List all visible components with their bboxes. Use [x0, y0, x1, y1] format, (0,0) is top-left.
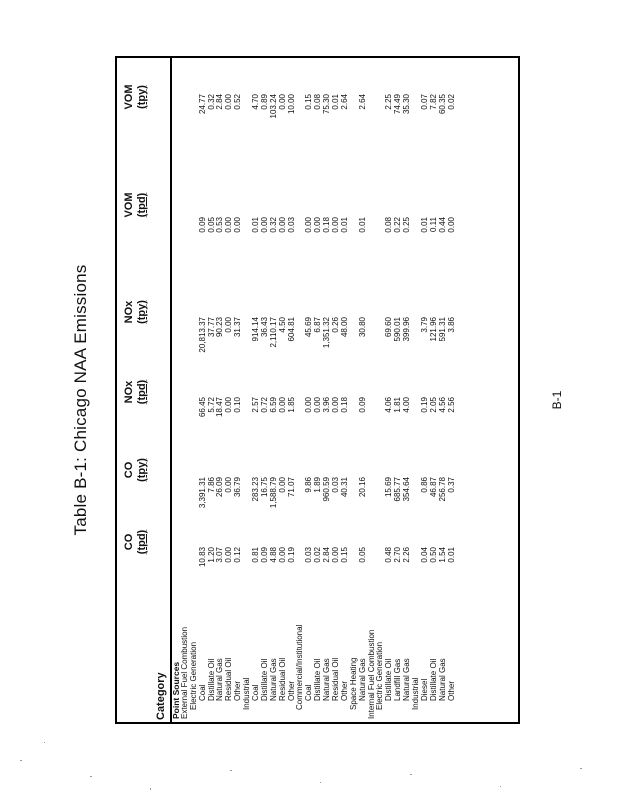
- row-value: 0.18: [339, 397, 349, 413]
- row-value: 0.32: [206, 94, 216, 110]
- row-value: 0.00: [313, 397, 323, 413]
- row-value: 2.70: [393, 547, 403, 563]
- table-row: [350, 58, 359, 722]
- row-value: 3.07: [215, 547, 225, 563]
- row-value: 1,588.79: [268, 477, 278, 509]
- row-value: 2.84: [215, 94, 225, 110]
- row-value: 0.89: [259, 94, 269, 110]
- table-row: [216, 58, 225, 722]
- row-category: Distillate Oil: [206, 658, 216, 701]
- header-label: CO: [123, 461, 135, 479]
- row-value: 0.00: [304, 397, 314, 413]
- row-category: Coal: [197, 684, 207, 701]
- table-row: [403, 58, 412, 722]
- row-category: Natural Gas: [357, 658, 367, 701]
- row-value: 69.60: [384, 317, 394, 338]
- table-row: [243, 58, 252, 722]
- row-value: 31.37: [233, 317, 243, 338]
- row-value: 36.43: [259, 317, 269, 338]
- header-unit: (tpy): [136, 458, 148, 482]
- table-row: [376, 58, 385, 722]
- row-value: 40.31: [339, 477, 349, 498]
- row-value: 60.35: [437, 94, 447, 115]
- table-row: [172, 58, 181, 722]
- row-value: 0.00: [304, 217, 314, 233]
- row-value: 0.52: [233, 94, 243, 110]
- row-value: 1.85: [286, 397, 296, 413]
- row-value: 0.09: [197, 217, 207, 233]
- scan-speck: [150, 788, 151, 790]
- row-value: 3.79: [419, 317, 429, 333]
- row-value: 685.77: [393, 477, 403, 502]
- table-row: [279, 58, 288, 722]
- row-value: 0.00: [224, 397, 234, 413]
- row-value: 0.10: [233, 397, 243, 413]
- header-unit: (tpy): [136, 85, 148, 109]
- row-value: 0.50: [428, 547, 438, 563]
- header-vom-tpd: [123, 175, 163, 235]
- row-value: 2.56: [446, 397, 456, 413]
- scan-speck: [500, 786, 501, 787]
- row-value: 103.24: [268, 94, 278, 119]
- row-value: 0.08: [384, 217, 394, 233]
- row-value: 4.06: [384, 397, 394, 413]
- row-category: Coal: [251, 684, 261, 701]
- row-value: 283.23: [251, 477, 261, 502]
- table-row: [368, 58, 377, 722]
- table-row: [359, 58, 368, 722]
- row-value: 0.00: [277, 397, 287, 413]
- row-category: Natural Gas: [437, 658, 447, 701]
- table-body: [172, 58, 457, 722]
- row-category: Point Sources: [171, 661, 181, 719]
- row-value: 3,391.31: [197, 477, 207, 509]
- table-row: [332, 58, 341, 722]
- header-label: VOM: [123, 192, 135, 218]
- table-row: [314, 58, 323, 722]
- row-value: 0.02: [313, 547, 323, 563]
- row-value: 4.70: [251, 94, 261, 110]
- row-category: Space Heating: [348, 657, 358, 710]
- row-value: 0.01: [419, 217, 429, 233]
- row-value: 9.86: [304, 477, 314, 493]
- row-category: Distillate Oil: [384, 658, 394, 701]
- row-value: 0.03: [331, 477, 341, 493]
- table-row: [270, 58, 279, 722]
- row-value: 4.88: [268, 547, 278, 563]
- row-value: 2.84: [322, 547, 332, 563]
- row-value: 15.69: [384, 477, 394, 498]
- row-value: 0.53: [215, 217, 225, 233]
- row-value: 20,813.37: [197, 317, 207, 353]
- row-value: 10.00: [286, 94, 296, 115]
- row-value: 0.19: [286, 547, 296, 563]
- row-category: Distillate Oil: [259, 658, 269, 701]
- row-value: 0.09: [259, 547, 269, 563]
- header-co-tpy: [123, 440, 163, 500]
- row-category: Residual Oil: [224, 657, 234, 701]
- table-row: [385, 58, 394, 722]
- table-row: [421, 58, 430, 722]
- row-value: 37.77: [206, 317, 216, 338]
- row-value: 0.00: [331, 397, 341, 413]
- row-value: 0.18: [322, 217, 332, 233]
- row-value: 3.86: [446, 317, 456, 333]
- row-value: 0.15: [339, 547, 349, 563]
- row-category: Distillate Oil: [313, 658, 323, 701]
- table-row: [439, 58, 448, 722]
- row-value: 0.11: [428, 217, 438, 232]
- row-value: 591.31: [437, 317, 447, 342]
- scan-speck: [20, 760, 22, 761]
- table-row: [252, 58, 261, 722]
- table-row: [430, 58, 439, 722]
- row-value: 0.03: [286, 217, 296, 233]
- row-value: 0.15: [304, 94, 314, 110]
- row-value: 4.56: [437, 397, 447, 413]
- row-value: 0.05: [357, 547, 367, 563]
- row-value: 90.23: [215, 317, 225, 338]
- row-value: 0.00: [277, 477, 287, 493]
- header-category-label: Category: [155, 672, 167, 720]
- row-value: 0.01: [331, 94, 341, 110]
- page-number: B-1: [550, 390, 564, 410]
- row-value: 256.78: [437, 477, 447, 502]
- row-value: 2,110.17: [268, 317, 278, 348]
- row-value: 26.09: [215, 477, 225, 498]
- scan-speck: [90, 776, 92, 777]
- row-category: Other: [233, 680, 243, 701]
- row-value: 35.30: [402, 94, 412, 115]
- row-value: 4.50: [277, 317, 287, 333]
- row-value: 45.69: [304, 317, 314, 338]
- row-value: 0.03: [304, 547, 314, 563]
- row-value: 604.81: [286, 317, 296, 342]
- row-value: 16.75: [259, 477, 269, 498]
- header-label: NOx: [123, 300, 135, 324]
- row-value: 0.00: [313, 217, 323, 233]
- row-value: 2.25: [384, 94, 394, 110]
- table-row: [234, 58, 243, 722]
- row-category: Residual Oil: [277, 657, 287, 701]
- table-row: [208, 58, 217, 722]
- row-value: 0.00: [224, 477, 234, 493]
- row-value: 0.44: [437, 217, 447, 233]
- row-category: Natural Gas: [268, 658, 278, 701]
- row-value: 48.00: [339, 317, 349, 338]
- table-row: [448, 58, 457, 722]
- header-unit: (tpd): [136, 529, 148, 555]
- row-value: 0.72: [259, 397, 269, 413]
- table-row: [394, 58, 403, 722]
- row-category: Industrial: [242, 677, 252, 710]
- header-nox-tpd: [123, 362, 163, 422]
- header-vom-tpy: [123, 67, 163, 127]
- row-value: 0.01: [446, 547, 456, 563]
- row-value: 7.86: [206, 477, 216, 493]
- row-value: 590.01: [393, 317, 403, 342]
- row-value: 24.77: [197, 94, 207, 115]
- row-value: 10.83: [197, 547, 207, 568]
- row-value: 0.00: [224, 547, 234, 563]
- row-value: 0.00: [233, 217, 243, 233]
- row-value: 0.00: [277, 94, 287, 110]
- row-value: 0.01: [251, 217, 261, 233]
- scan-speck: [410, 774, 412, 775]
- row-value: 0.07: [419, 94, 429, 110]
- row-category: Coal: [304, 684, 314, 701]
- table-row: [412, 58, 421, 722]
- row-value: 6.87: [313, 317, 323, 333]
- row-category: Electric Generation: [375, 641, 385, 710]
- row-value: 74.49: [393, 94, 403, 115]
- emissions-table: [115, 56, 520, 724]
- row-value: 7.82: [428, 94, 438, 110]
- row-value: 0.37: [446, 477, 456, 493]
- row-value: 2.64: [339, 94, 349, 110]
- row-value: 0.48: [384, 547, 394, 563]
- row-value: 66.45: [197, 397, 207, 418]
- row-value: 960.59: [322, 477, 332, 502]
- row-category: Internal Fuel Combustion: [366, 629, 376, 719]
- row-value: 0.19: [419, 397, 429, 413]
- table-row: [181, 58, 190, 722]
- row-value: 0.01: [339, 217, 349, 233]
- row-value: 0.25: [402, 217, 412, 233]
- row-value: 20.16: [357, 477, 367, 498]
- row-value: 75.30: [322, 94, 332, 115]
- row-value: 0.00: [224, 317, 234, 333]
- row-value: 0.00: [331, 217, 341, 233]
- row-value: 0.05: [206, 217, 216, 233]
- table-row: [190, 58, 199, 722]
- row-category: Natural Gas: [215, 658, 225, 701]
- row-value: 0.08: [313, 94, 323, 110]
- row-category: Diesel: [419, 678, 429, 701]
- header-unit: (tpd): [136, 192, 148, 218]
- row-value: 30.80: [357, 317, 367, 338]
- row-value: 71.07: [286, 477, 296, 498]
- row-category: Natural Gas: [402, 658, 412, 701]
- row-value: 0.00: [331, 547, 341, 563]
- row-value: 5.72: [206, 397, 216, 413]
- scan-speck: [230, 770, 232, 771]
- row-value: 4.00: [402, 397, 412, 413]
- row-category: Residual Oil: [331, 657, 341, 701]
- scan-speck: [580, 768, 582, 769]
- row-value: 0.86: [419, 477, 429, 493]
- row-value: 0.26: [331, 317, 341, 333]
- row-category: Other: [286, 680, 296, 701]
- row-value: 0.00: [277, 547, 287, 563]
- scan-speck: [44, 742, 45, 743]
- row-value: 1,351.32: [322, 317, 332, 349]
- row-value: 121.96: [428, 317, 438, 342]
- row-value: 0.09: [357, 397, 367, 413]
- table-row: [288, 58, 297, 722]
- table-row: [296, 58, 305, 722]
- row-value: 0.00: [446, 217, 456, 233]
- row-category: Other: [339, 680, 349, 701]
- header-unit: (tpy): [136, 300, 148, 324]
- scan-speck: [320, 782, 321, 783]
- header-unit: (tpd): [136, 379, 148, 405]
- row-value: 1.81: [393, 397, 403, 413]
- row-value: 0.01: [357, 217, 367, 233]
- row-value: 18.47: [215, 397, 225, 418]
- row-category: Electric Generation: [188, 641, 198, 710]
- row-category: External Fuel Combustion: [179, 626, 189, 719]
- row-value: 399.96: [402, 317, 412, 342]
- table-row: [341, 58, 350, 722]
- row-value: 0.22: [393, 217, 403, 233]
- row-value: 354.64: [402, 477, 412, 502]
- table-row: [225, 58, 234, 722]
- row-value: 0.12: [233, 547, 243, 563]
- table-title: Table B-1: Chicago NAA Emissions: [71, 264, 90, 536]
- row-value: 6.59: [268, 397, 278, 413]
- row-value: 0.00: [224, 217, 234, 233]
- header-label: VOM: [123, 84, 135, 110]
- row-category: Other: [446, 680, 456, 701]
- row-value: 0.00: [259, 217, 269, 233]
- row-category: Natural Gas: [322, 658, 332, 701]
- row-category: Landfill Gas: [393, 658, 403, 701]
- header-co-tpd: [123, 512, 163, 572]
- row-value: 914.14: [251, 317, 261, 342]
- table-row: [199, 58, 208, 722]
- table-row: [323, 58, 332, 722]
- row-value: 2.05: [428, 397, 438, 413]
- row-value: 1.54: [437, 547, 447, 563]
- row-value: 36.79: [233, 477, 243, 498]
- header-label: NOx: [123, 380, 135, 404]
- row-value: 0.81: [251, 547, 261, 563]
- row-value: 0.02: [446, 94, 456, 110]
- row-value: 3.96: [322, 397, 332, 413]
- row-value: 46.87: [428, 477, 438, 498]
- row-value: 0.00: [277, 217, 287, 233]
- row-value: 0.00: [224, 94, 234, 110]
- row-category: Industrial: [411, 677, 421, 710]
- row-category: Distillate Oil: [428, 658, 438, 701]
- table-header: [117, 58, 172, 722]
- row-value: 0.04: [419, 547, 429, 563]
- row-value: 2.57: [251, 397, 261, 413]
- header-nox-tpy: [123, 282, 163, 342]
- row-value: 1.89: [313, 477, 323, 493]
- table-row: [261, 58, 270, 722]
- row-value: 2.26: [402, 547, 412, 563]
- header-label: CO: [123, 533, 135, 551]
- row-value: 1.20: [206, 547, 216, 563]
- row-category: Commercial/Institutional: [295, 624, 305, 710]
- row-value: 0.32: [268, 217, 278, 233]
- row-value: 2.64: [357, 94, 367, 110]
- table-row: [305, 58, 314, 722]
